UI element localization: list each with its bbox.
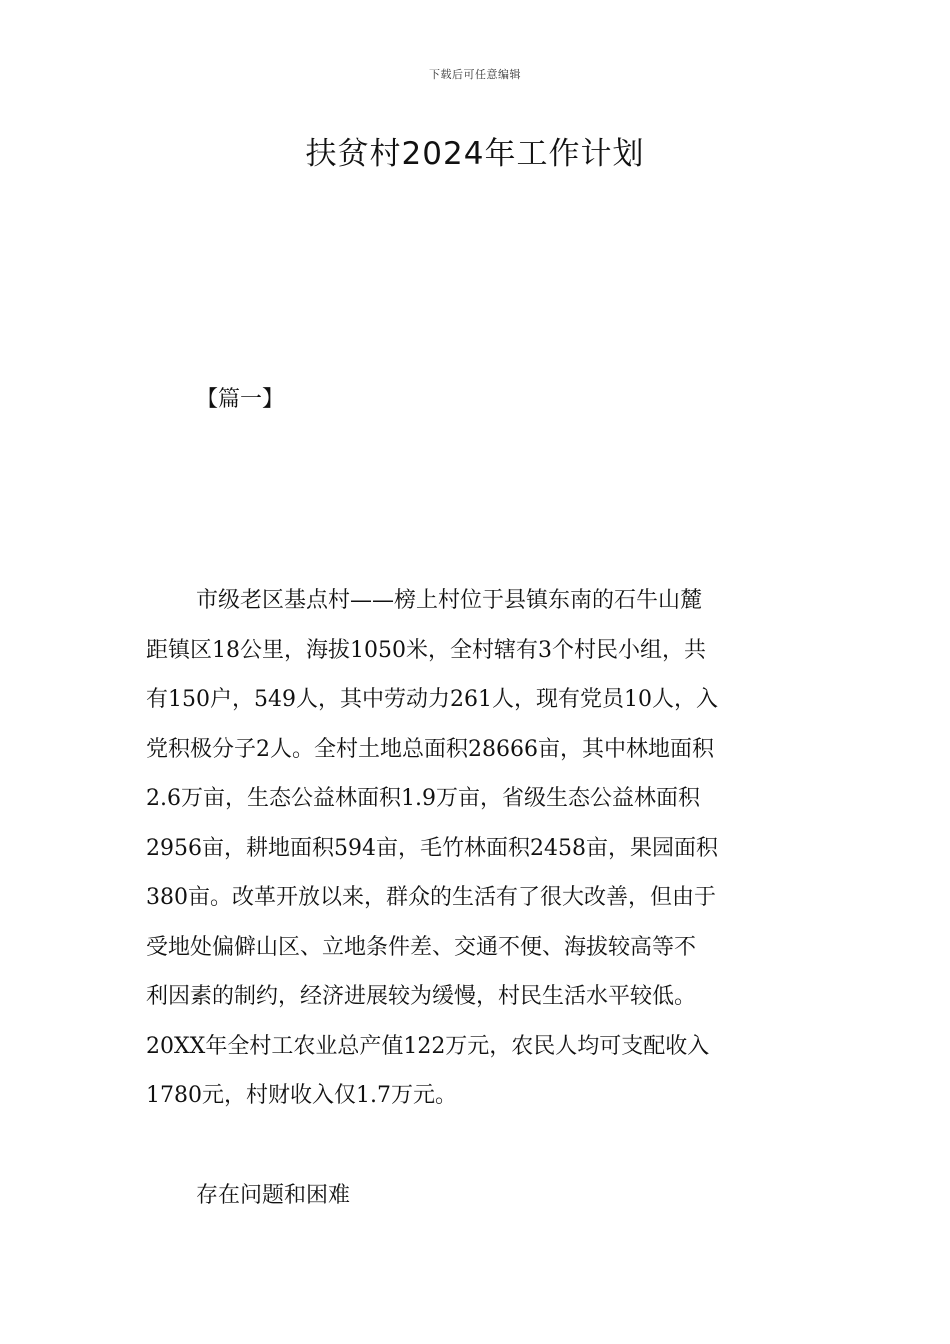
paragraph-line: 党积极分子2人。全村土地总面积28666亩，其中林地面积 [146,736,714,762]
paragraph-line: 距镇区18公里，海拔1050米，全村辖有3个村民小组，共 [146,637,706,663]
paragraph-line: 有150户，549人，其中劳动力261人，现有党员10人，入 [146,687,718,712]
document-title: 扶贫村2024年工作计划 [305,136,645,172]
paragraph-line: 2956亩，耕地面积594亩，毛竹林面积2458亩，果园面积 [146,835,718,861]
paragraph-line: 1780元，村财收入仅1.7万元。 [146,1083,457,1108]
paragraph-line: 市级老区基点村——榜上村位于县镇东南的石牛山麓 [196,588,703,613]
section-label: 【篇一】 [196,387,285,412]
paragraph-line: 380亩。改革开放以来，群众的生活有了很大改善，但由于 [146,885,716,910]
header-note: 下载后可任意编辑 [429,68,521,81]
paragraph-line: 2.6万亩，生态公益林面积1.9万亩，省级生态公益林面积 [146,786,700,811]
subheading: 存在问题和困难 [196,1183,351,1208]
paragraph-line: 受地处偏僻山区、立地条件差、交通不便、海拔较高等不 [146,934,697,960]
paragraph-line: 利因素的制约，经济进展较为缓慢，村民生活水平较低。 [146,984,697,1009]
paragraph-line: 20XX年全村工农业总产值122万元，农民人均可支配收入 [146,1033,710,1059]
body-paragraph [146,576,806,1121]
